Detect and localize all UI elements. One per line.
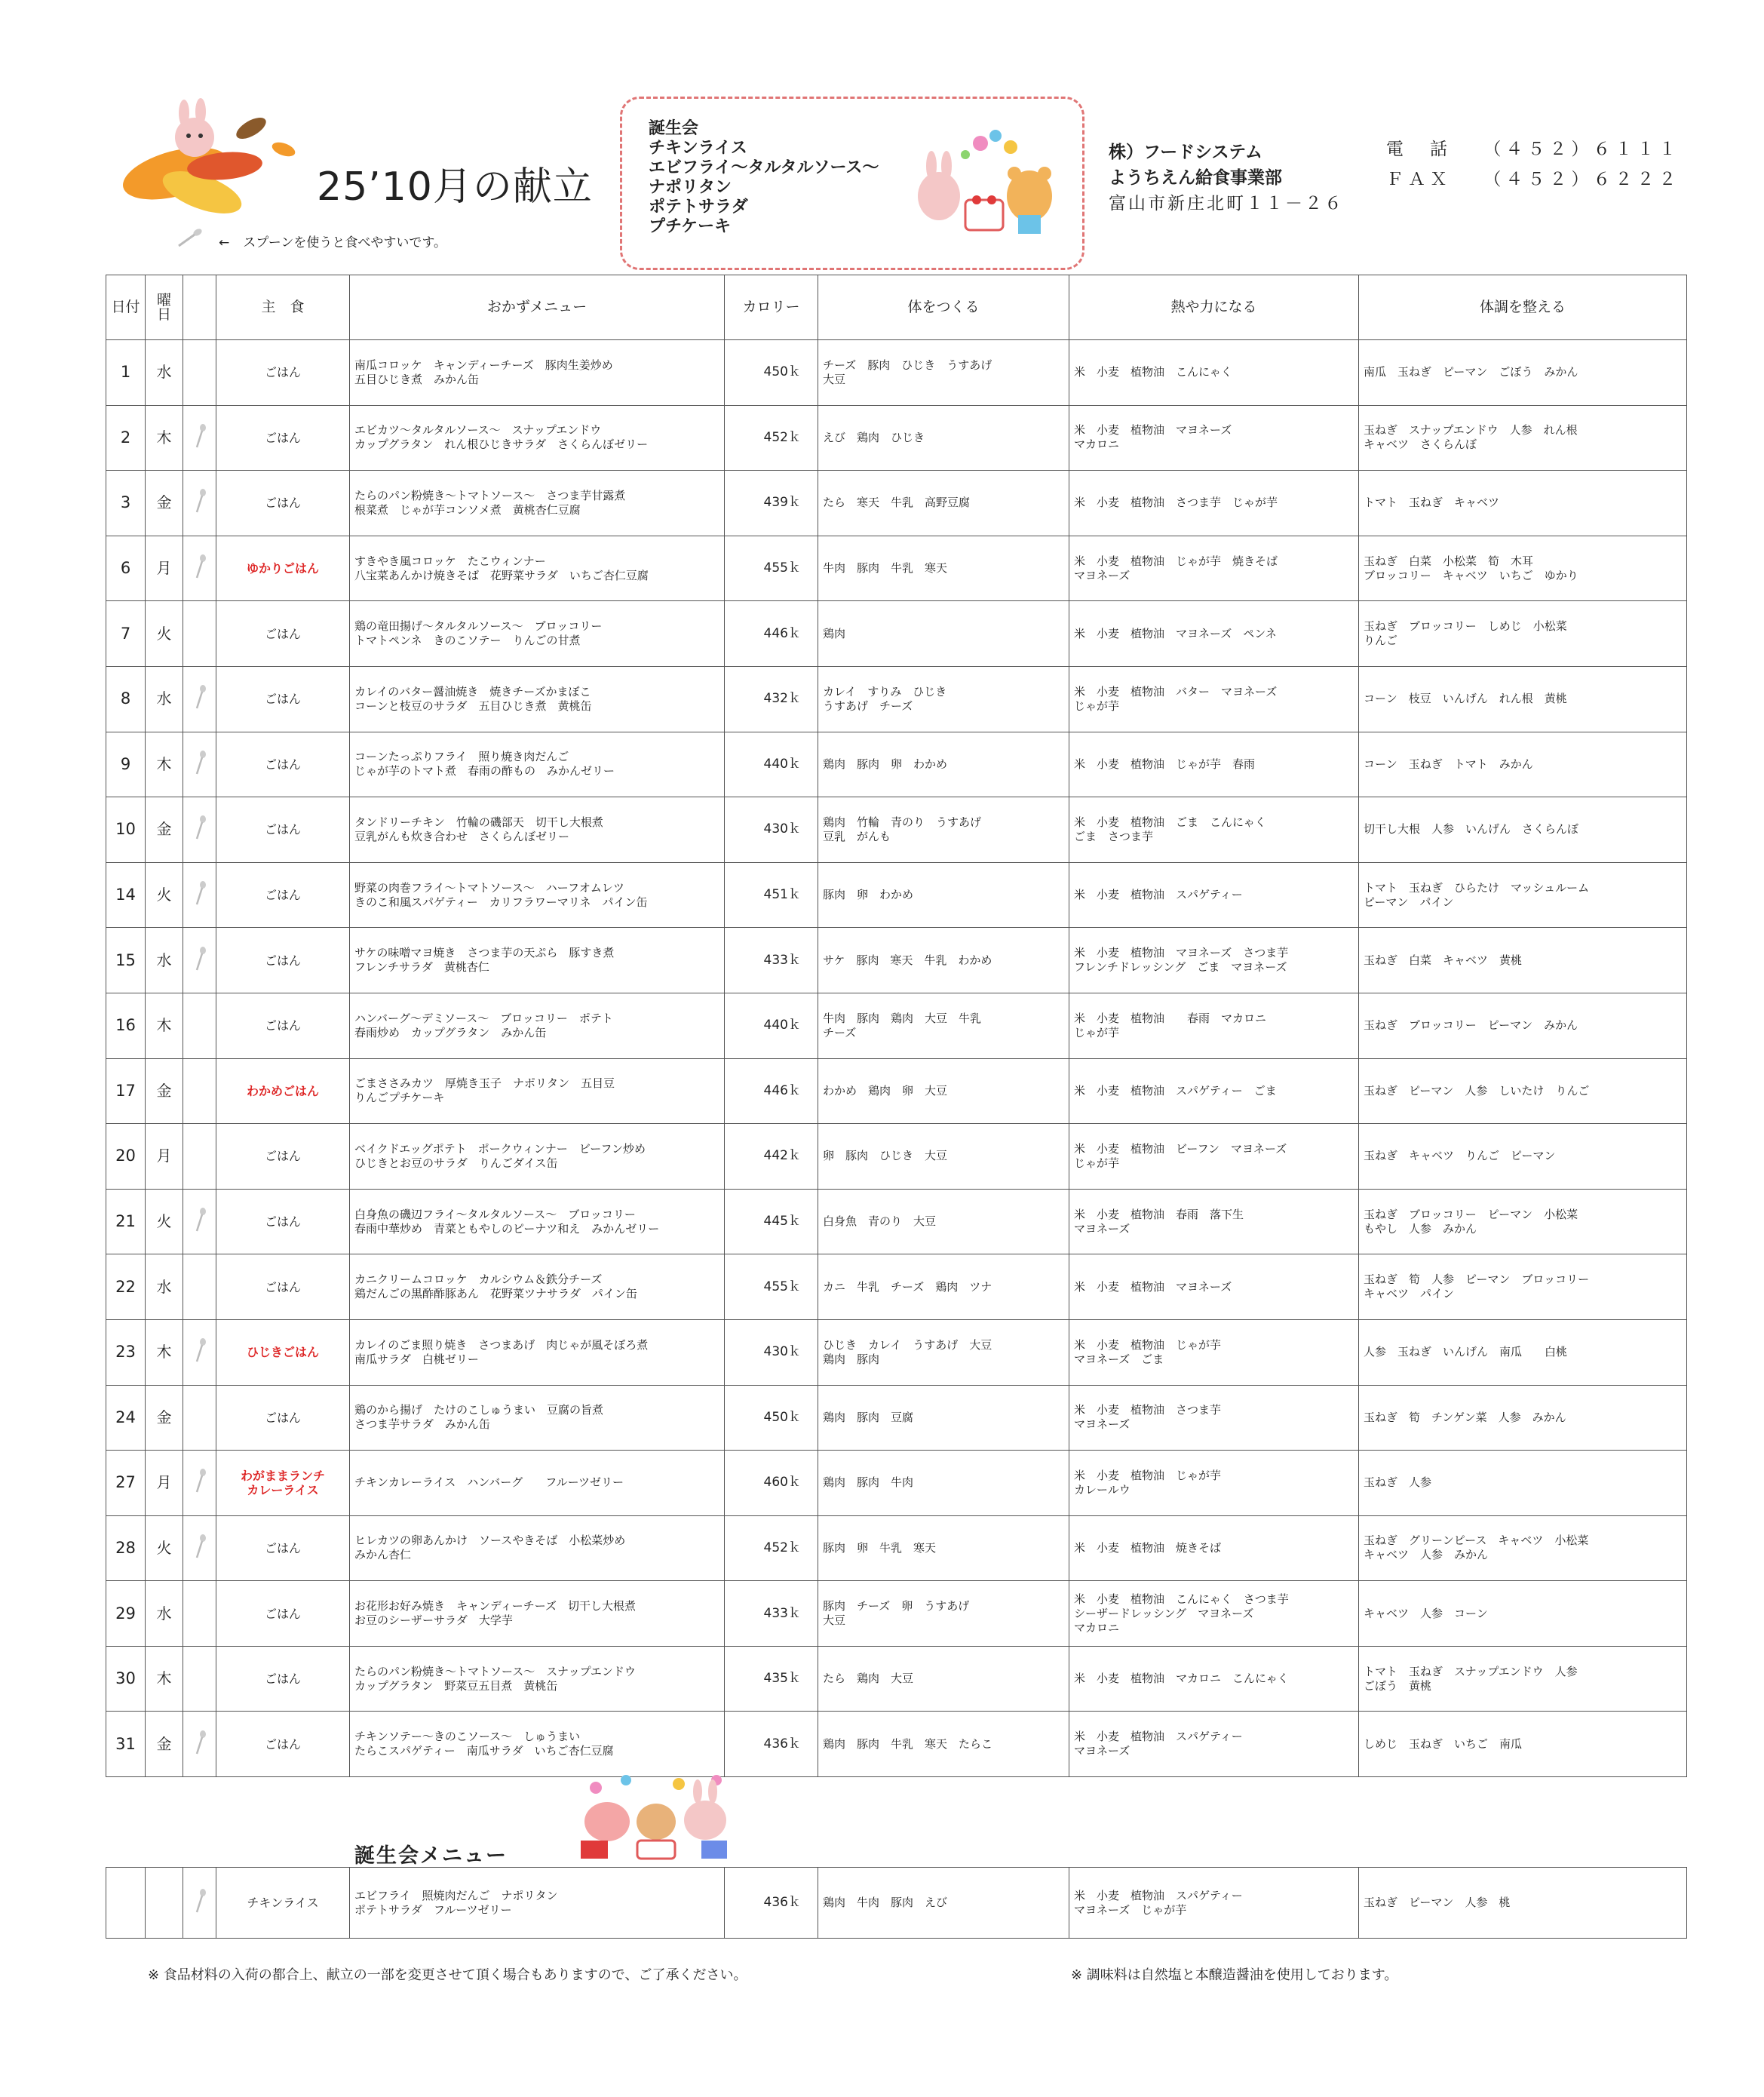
energy-cell: 米 小麦 植物油 焼きそば	[1069, 1515, 1359, 1581]
table-row	[106, 1189, 1687, 1254]
table-row	[106, 666, 1687, 732]
body-building-cell: わかめ 鶏肉 卵 大豆	[818, 1058, 1069, 1124]
body-building-cell: 豚肉 卵 わかめ	[818, 862, 1069, 928]
body-building-cell: カニ 牛乳 チーズ 鶏肉 ツナ	[818, 1254, 1069, 1320]
spoon-cell	[183, 1646, 216, 1712]
fax-label: ＦＡＸ	[1386, 170, 1452, 189]
energy-cell: 米 小麦 植物油 じゃが芋 カレールウ	[1069, 1451, 1359, 1516]
header-staple: 主 食	[216, 275, 350, 340]
calorie-cell: 430ｋ	[725, 1319, 818, 1385]
energy-cell: 米 小麦 植物油 じゃが芋 焼きそば マヨネーズ	[1069, 536, 1359, 601]
body-building-cell: サケ 豚肉 寒天 牛乳 わかめ	[818, 928, 1069, 993]
spoon-icon	[192, 423, 207, 449]
birthday-weekday-cell	[146, 1868, 183, 1939]
conditioning-cell: 玉ねぎ グリーンピース キャベツ 小松菜 キャベツ 人参 みかん	[1359, 1515, 1687, 1581]
table-row	[106, 928, 1687, 993]
conditioning-cell: 玉ねぎ 白菜 小松菜 筍 木耳 ブロッコリー キャベツ いちご ゆかり	[1359, 536, 1687, 601]
staple-cell: わがままランチ カレーライス	[216, 1451, 350, 1516]
energy-cell: 米 小麦 植物油 こんにゃく	[1069, 340, 1359, 406]
table-row	[106, 405, 1687, 471]
calorie-cell: 452ｋ	[725, 405, 818, 471]
okazu-cell: 野菜の肉巻フライ～トマトソース～ ハーフオムレツ きのこ和風スパゲティー カリフラワーマリネ パイン缶	[350, 862, 725, 928]
spoon-note-text: スプーンを使うと食べやすいです。	[243, 235, 447, 250]
body-building-cell: 鶏肉 豚肉 牛肉	[818, 1451, 1069, 1516]
birthday-body-building: 鶏肉 牛肉 豚肉 えび	[818, 1868, 1069, 1939]
leaves-rabbit-illustration	[112, 91, 308, 219]
birthday-item: プチケーキ	[649, 217, 732, 236]
company-info	[1109, 140, 1344, 216]
weekday-cell: 水	[146, 1581, 183, 1647]
okazu-cell: ごまささみカツ 厚焼き玉子 ナポリタン 五目豆 りんごプチケーキ	[350, 1058, 725, 1124]
spoon-icon	[192, 684, 207, 710]
header-spoon	[183, 275, 216, 340]
header-energy: 熱や力になる	[1069, 275, 1359, 340]
calorie-cell: 446ｋ	[725, 601, 818, 667]
spoon-cell	[183, 1515, 216, 1581]
energy-cell: 米 小麦 植物油 さつま芋 マヨネーズ	[1069, 1385, 1359, 1451]
date-cell: 31	[106, 1712, 146, 1777]
table-header-row	[106, 275, 1687, 340]
spoon-cell	[183, 536, 216, 601]
spoon-icon	[192, 1730, 207, 1755]
conditioning-cell: キャベツ 人参 コーン	[1359, 1581, 1687, 1647]
date-cell: 6	[106, 536, 146, 601]
birthday-list	[649, 119, 879, 237]
calorie-cell: 432ｋ	[725, 666, 818, 732]
arrow-left-icon: ←	[219, 235, 230, 250]
company-name: 株）フードシステム	[1109, 143, 1263, 162]
staple-cell: ごはん	[216, 666, 350, 732]
conditioning-cell: トマト 玉ねぎ ひらたけ マッシュルーム ピーマン パイン	[1359, 862, 1687, 928]
body-building-cell: 鶏肉 豚肉 牛乳 寒天 たらこ	[818, 1712, 1069, 1777]
table-row	[106, 797, 1687, 863]
spoon-icon	[192, 1888, 207, 1914]
spoon-icon	[175, 226, 205, 249]
body-building-cell: 豚肉 チーズ 卵 うすあげ 大豆	[818, 1581, 1069, 1647]
conditioning-cell: 玉ねぎ スナップエンドウ 人参 れん根 キャベツ さくらんぼ	[1359, 405, 1687, 471]
conditioning-cell: 玉ねぎ ピーマン 人参 しいたけ りんご	[1359, 1058, 1687, 1124]
spoon-cell	[183, 340, 216, 406]
calorie-cell: 433ｋ	[725, 1581, 818, 1647]
staple-cell: ごはん	[216, 928, 350, 993]
spoon-cell	[183, 1319, 216, 1385]
table-row	[106, 1712, 1687, 1777]
energy-cell: 米 小麦 植物油 スパゲティー マヨネーズ	[1069, 1712, 1359, 1777]
staple-cell: ごはん	[216, 601, 350, 667]
body-building-cell: えび 鶏肉 ひじき	[818, 405, 1069, 471]
date-cell: 10	[106, 797, 146, 863]
spoon-note	[219, 232, 446, 250]
weekday-cell: 月	[146, 1451, 183, 1516]
spoon-cell	[183, 1058, 216, 1124]
body-building-cell: 鶏肉 豚肉 豆腐	[818, 1385, 1069, 1451]
okazu-cell: エビカツ～タルタルソース～ スナップエンドウ カップグラタン れん根ひじきサラダ さくらんぼゼリー	[350, 405, 725, 471]
calorie-cell: 440ｋ	[725, 993, 818, 1058]
calorie-cell: 452ｋ	[725, 1515, 818, 1581]
menu-table	[106, 275, 1687, 1777]
date-cell: 24	[106, 1385, 146, 1451]
staple-cell: ごはん	[216, 1189, 350, 1254]
okazu-cell: チキンカレーライス ハンバーグ フルーツゼリー	[350, 1451, 725, 1516]
date-cell: 2	[106, 405, 146, 471]
staple-cell: ごはん	[216, 1712, 350, 1777]
okazu-cell: 鶏の竜田揚げ～タルタルソース～ ブロッコリー トマトペンネ きのこソテー りんごの甘煮	[350, 601, 725, 667]
birthday-calorie: 436ｋ	[725, 1868, 818, 1939]
tel-label: 電 話	[1386, 140, 1452, 159]
conditioning-cell: 玉ねぎ ブロッコリー ピーマン 小松菜 もやし 人参 みかん	[1359, 1189, 1687, 1254]
staple-cell: ごはん	[216, 1581, 350, 1647]
staple-cell: ごはん	[216, 1254, 350, 1320]
weekday-cell: 金	[146, 1058, 183, 1124]
calorie-cell: 440ｋ	[725, 732, 818, 797]
weekday-cell: 火	[146, 1515, 183, 1581]
conditioning-cell: 玉ねぎ 白菜 キャベツ 黄桃	[1359, 928, 1687, 993]
birthday-item: チキンライス	[649, 139, 747, 158]
okazu-cell: チキンソテー～きのこソース～ しゅうまい たらこスパゲティー 南瓜サラダ いちご杏仁豆腐	[350, 1712, 725, 1777]
spoon-cell	[183, 1124, 216, 1190]
spoon-cell	[183, 601, 216, 667]
calorie-cell: 450ｋ	[725, 1385, 818, 1451]
date-cell: 17	[106, 1058, 146, 1124]
conditioning-cell: 玉ねぎ 筍 人参 ピーマン ブロッコリー キャベツ パイン	[1359, 1254, 1687, 1320]
okazu-cell: たらのパン粉焼き～トマトソース～ スナップエンドウ カップグラタン 野菜豆五目煮 黄桃缶	[350, 1646, 725, 1712]
spoon-cell	[183, 1712, 216, 1777]
footnote-ingredients: ※ 食品材料の入荷の都合上、献立の一部を変更させて頂く場合もありますので、ご了承ください。	[148, 1967, 747, 1983]
calorie-cell: 442ｋ	[725, 1124, 818, 1190]
okazu-cell: サケの味噌マヨ焼き さつま芋の天ぷら 豚すき煮 フレンチサラダ 黄桃杏仁	[350, 928, 725, 993]
birthday-spoon-cell	[183, 1868, 216, 1939]
contact-info	[1386, 134, 1680, 195]
spoon-cell	[183, 471, 216, 536]
date-cell: 27	[106, 1451, 146, 1516]
okazu-cell: ヒレカツの卵あんかけ ソースやきそば 小松菜炒め みかん杏仁	[350, 1515, 725, 1581]
conditioning-cell: コーン 枝豆 いんげん れん根 黄桃	[1359, 666, 1687, 732]
footnote-seasoning: ※ 調味料は自然塩と本醸造醤油を使用しております。	[1071, 1967, 1398, 1983]
birthday-party-illustration	[905, 124, 1063, 245]
energy-cell: 米 小麦 植物油 ごま こんにゃく ごま さつま芋	[1069, 797, 1359, 863]
date-cell: 8	[106, 666, 146, 732]
conditioning-cell: 玉ねぎ 筍 チンゲン菜 人参 みかん	[1359, 1385, 1687, 1451]
table-row	[106, 1124, 1687, 1190]
energy-cell: 米 小麦 植物油 マヨネーズ ペンネ	[1069, 601, 1359, 667]
table-row	[106, 1646, 1687, 1712]
conditioning-cell: 南瓜 玉ねぎ ピーマン ごぼう みかん	[1359, 340, 1687, 406]
header-calorie: カロリー	[725, 275, 818, 340]
date-cell: 7	[106, 601, 146, 667]
conditioning-cell: 玉ねぎ キャベツ りんご ピーマン	[1359, 1124, 1687, 1190]
energy-cell: 米 小麦 植物油 こんにゃく さつま芋 シーザードレッシング マヨネーズ マカロニ	[1069, 1581, 1359, 1647]
body-building-cell: たら 鶏肉 大豆	[818, 1646, 1069, 1712]
birthday-energy: 米 小麦 植物油 スパゲティー マヨネーズ じゃが芋	[1069, 1868, 1359, 1939]
calorie-cell: 445ｋ	[725, 1189, 818, 1254]
body-building-cell: 鶏肉	[818, 601, 1069, 667]
energy-cell: 米 小麦 植物油 春雨 マカロニ じゃが芋	[1069, 993, 1359, 1058]
body-building-cell: たら 寒天 牛乳 高野豆腐	[818, 471, 1069, 536]
spoon-cell	[183, 1385, 216, 1451]
table-row	[106, 1451, 1687, 1516]
date-cell: 15	[106, 928, 146, 993]
header-conditioning: 体調を整える	[1359, 275, 1687, 340]
body-building-cell: カレイ すりみ ひじき うすあげ チーズ	[818, 666, 1069, 732]
table-row	[106, 1515, 1687, 1581]
conditioning-cell: 切干し大根 人参 いんげん さくらんぼ	[1359, 797, 1687, 863]
weekday-cell: 水	[146, 666, 183, 732]
weekday-cell: 木	[146, 1319, 183, 1385]
spoon-icon	[192, 1534, 207, 1559]
weekday-cell: 月	[146, 536, 183, 601]
birthday-menu-row	[106, 1868, 1687, 1939]
table-row	[106, 536, 1687, 601]
spoon-icon	[192, 1468, 207, 1494]
weekday-cell: 木	[146, 993, 183, 1058]
date-cell: 21	[106, 1189, 146, 1254]
page-title: 25’10月の献立	[317, 164, 593, 210]
menu-table-body	[106, 340, 1687, 1777]
birthday-item: ポテトサラダ	[649, 198, 748, 216]
calorie-cell: 446ｋ	[725, 1058, 818, 1124]
okazu-cell: 南瓜コロッケ キャンディーチーズ 豚肉生姜炒め 五目ひじき煮 みかん缶	[350, 340, 725, 406]
conditioning-cell: 人参 玉ねぎ いんげん 南瓜 白桃	[1359, 1319, 1687, 1385]
okazu-cell: 鶏のから揚げ たけのこしゅうまい 豆腐の旨煮 さつま芋サラダ みかん缶	[350, 1385, 725, 1451]
date-cell: 22	[106, 1254, 146, 1320]
birthday-date-cell	[106, 1868, 146, 1939]
spoon-cell	[183, 928, 216, 993]
table-row	[106, 1254, 1687, 1320]
spoon-icon	[192, 488, 207, 514]
birthday-okazu: エビフライ 照焼肉だんご ナポリタン ポテトサラダ フルーツゼリー	[350, 1868, 725, 1939]
table-row	[106, 471, 1687, 536]
spoon-cell	[183, 1254, 216, 1320]
okazu-cell: お花形お好み焼き キャンディーチーズ 切干し大根煮 お豆のシーザーサラダ 大学芋	[350, 1581, 725, 1647]
conditioning-cell: トマト 玉ねぎ キャベツ	[1359, 471, 1687, 536]
table-row	[106, 993, 1687, 1058]
table-row	[106, 1581, 1687, 1647]
energy-cell: 米 小麦 植物油 さつま芋 じゃが芋	[1069, 471, 1359, 536]
birthday-menu-label: 誕生会メニュー	[354, 1844, 508, 1868]
header-okazu: おかずメニュー	[350, 275, 725, 340]
date-cell: 14	[106, 862, 146, 928]
body-building-cell: 鶏肉 豚肉 卵 わかめ	[818, 732, 1069, 797]
energy-cell: 米 小麦 植物油 春雨 落下生 マヨネーズ	[1069, 1189, 1359, 1254]
weekday-cell: 金	[146, 1712, 183, 1777]
weekday-cell: 火	[146, 862, 183, 928]
birthday-item: エビフライ～タルタルソース～	[649, 158, 879, 177]
date-cell: 20	[106, 1124, 146, 1190]
staple-cell: わかめごはん	[216, 1058, 350, 1124]
weekday-cell: 金	[146, 471, 183, 536]
spoon-icon	[192, 750, 207, 775]
body-building-cell: 卵 豚肉 ひじき 大豆	[818, 1124, 1069, 1190]
energy-cell: 米 小麦 植物油 じゃが芋 春雨	[1069, 732, 1359, 797]
date-cell: 30	[106, 1646, 146, 1712]
body-building-cell: チーズ 豚肉 ひじき うすあげ 大豆	[818, 340, 1069, 406]
spoon-icon	[192, 815, 207, 840]
spoon-cell	[183, 797, 216, 863]
tel-number: （４５２）６１１１	[1483, 140, 1681, 159]
calorie-cell: 451ｋ	[725, 862, 818, 928]
date-cell: 9	[106, 732, 146, 797]
fax-number: （４５２）６２２２	[1483, 170, 1681, 189]
staple-cell: ひじきごはん	[216, 1319, 350, 1385]
company-dept: ようちえん給食事業部	[1109, 168, 1282, 188]
weekday-cell: 水	[146, 340, 183, 406]
calorie-cell: 455ｋ	[725, 536, 818, 601]
weekday-cell: 月	[146, 1124, 183, 1190]
calorie-cell: 455ｋ	[725, 1254, 818, 1320]
date-cell: 1	[106, 340, 146, 406]
calorie-cell: 436ｋ	[725, 1712, 818, 1777]
body-building-cell: 鶏肉 竹輪 青のり うすあげ 豆乳 がんも	[818, 797, 1069, 863]
staple-cell: ごはん	[216, 1646, 350, 1712]
staple-cell: ゆかりごはん	[216, 536, 350, 601]
calorie-cell: 430ｋ	[725, 797, 818, 863]
table-row	[106, 601, 1687, 667]
okazu-cell: タンドリーチキン 竹輪の磯部天 切干し大根煮 豆乳がんも炊き合わせ さくらんぼゼリー	[350, 797, 725, 863]
spoon-cell	[183, 1451, 216, 1516]
spoon-cell	[183, 405, 216, 471]
okazu-cell: すきやき風コロッケ たこウィンナー 八宝菜あんかけ焼きそば 花野菜サラダ いちご杏仁豆腐	[350, 536, 725, 601]
weekday-cell: 水	[146, 1254, 183, 1320]
conditioning-cell: トマト 玉ねぎ スナップエンドウ 人参 ごぼう 黄桃	[1359, 1646, 1687, 1712]
weekday-cell: 火	[146, 1189, 183, 1254]
birthday-menu-table	[106, 1867, 1687, 1939]
weekday-cell: 金	[146, 1385, 183, 1451]
conditioning-cell: 玉ねぎ 人参	[1359, 1451, 1687, 1516]
spoon-cell	[183, 1581, 216, 1647]
spoon-icon	[192, 946, 207, 972]
spoon-icon	[192, 1207, 207, 1233]
staple-cell: ごはん	[216, 797, 350, 863]
spoon-cell	[183, 862, 216, 928]
okazu-cell: ハンバーグ～デミソース～ ブロッコリー ポテト 春雨炒め カップグラタン みかん缶	[350, 993, 725, 1058]
spoon-cell	[183, 666, 216, 732]
table-row	[106, 862, 1687, 928]
staple-cell: ごはん	[216, 1515, 350, 1581]
calorie-cell: 460ｋ	[725, 1451, 818, 1516]
staple-cell: ごはん	[216, 732, 350, 797]
okazu-cell: カレイのバター醤油焼き 焼きチーズかまぼこ コーンと枝豆のサラダ 五目ひじき煮 黄桃缶	[350, 666, 725, 732]
weekday-cell: 金	[146, 797, 183, 863]
staple-cell: ごはん	[216, 1124, 350, 1190]
body-building-cell: 豚肉 卵 牛乳 寒天	[818, 1515, 1069, 1581]
birthday-staple: チキンライス	[216, 1868, 350, 1939]
spoon-cell	[183, 993, 216, 1058]
okazu-cell: ベイクドエッグポテト ポークウィンナー ビーフン炒め ひじきとお豆のサラダ りんごダイス缶	[350, 1124, 725, 1190]
calorie-cell: 433ｋ	[725, 928, 818, 993]
table-row	[106, 1058, 1687, 1124]
energy-cell: 米 小麦 植物油 マカロニ こんにゃく	[1069, 1646, 1359, 1712]
weekday-cell: 木	[146, 732, 183, 797]
table-row	[106, 1385, 1687, 1451]
energy-cell: 米 小麦 植物油 マヨネーズ さつま芋 フレンチドレッシング ごま マヨネーズ	[1069, 928, 1359, 993]
okazu-cell: カレイのごま照り焼き さつまあげ 肉じゃが風そぼろ煮 南瓜サラダ 白桃ゼリー	[350, 1319, 725, 1385]
date-cell: 3	[106, 471, 146, 536]
conditioning-cell: 玉ねぎ ブロッコリー しめじ 小松菜 りんご	[1359, 601, 1687, 667]
birthday-animals-illustration	[566, 1769, 747, 1863]
conditioning-cell: しめじ 玉ねぎ いちご 南瓜	[1359, 1712, 1687, 1777]
company-address: 富山市新庄北町１１－２６	[1109, 194, 1344, 213]
energy-cell: 米 小麦 植物油 スパゲティー ごま	[1069, 1058, 1359, 1124]
spoon-icon	[192, 554, 207, 579]
body-building-cell: 白身魚 青のり 大豆	[818, 1189, 1069, 1254]
okazu-cell: コーンたっぷりフライ 照り焼き肉だんご じゃが芋のトマト煮 春雨の酢もの みかんゼリー	[350, 732, 725, 797]
staple-cell: ごはん	[216, 993, 350, 1058]
conditioning-cell: 玉ねぎ ブロッコリー ピーマン みかん	[1359, 993, 1687, 1058]
calorie-cell: 439ｋ	[725, 471, 818, 536]
spoon-icon	[192, 880, 207, 906]
spoon-icon	[192, 1337, 207, 1363]
staple-cell: ごはん	[216, 862, 350, 928]
birthday-heading: 誕生会	[649, 119, 699, 138]
date-cell: 28	[106, 1515, 146, 1581]
okazu-cell: カニクリームコロッケ カルシウム＆鉄分チーズ 鶏だんごの黒酢酢豚あん 花野菜ツナサラダ パイン缶	[350, 1254, 725, 1320]
date-cell: 29	[106, 1581, 146, 1647]
body-building-cell: ひじき カレイ うすあげ 大豆 鶏肉 豚肉	[818, 1319, 1069, 1385]
spoon-cell	[183, 732, 216, 797]
weekday-cell: 水	[146, 928, 183, 993]
date-cell: 16	[106, 993, 146, 1058]
staple-cell: ごはん	[216, 405, 350, 471]
birthday-item: ナポリタン	[649, 178, 732, 197]
energy-cell: 米 小麦 植物油 マヨネーズ	[1069, 1254, 1359, 1320]
energy-cell: 米 小麦 植物油 マヨネーズ マカロニ	[1069, 405, 1359, 471]
calorie-cell: 450ｋ	[725, 340, 818, 406]
energy-cell: 米 小麦 植物油 ビーフン マヨネーズ じゃが芋	[1069, 1124, 1359, 1190]
spoon-cell	[183, 1189, 216, 1254]
staple-cell: ごはん	[216, 1385, 350, 1451]
table-row	[106, 732, 1687, 797]
okazu-cell: たらのパン粉焼き～トマトソース～ さつま芋甘露煮 根菜煮 じゃが芋コンソメ煮 黄桃杏仁豆腐	[350, 471, 725, 536]
weekday-cell: 木	[146, 1646, 183, 1712]
staple-cell: ごはん	[216, 340, 350, 406]
weekday-cell: 火	[146, 601, 183, 667]
date-cell: 23	[106, 1319, 146, 1385]
staple-cell: ごはん	[216, 471, 350, 536]
header-date: 日付	[106, 275, 146, 340]
table-row	[106, 1319, 1687, 1385]
energy-cell: 米 小麦 植物油 スパゲティー	[1069, 862, 1359, 928]
calorie-cell: 435ｋ	[725, 1646, 818, 1712]
okazu-cell: 白身魚の磯辺フライ～タルタルソース～ ブロッコリー 春雨中華炒め 青菜ともやしのピーナツ和え みかんゼリー	[350, 1189, 725, 1254]
header-body-building: 体をつくる	[818, 275, 1069, 340]
weekday-cell: 木	[146, 405, 183, 471]
header-weekday: 曜日	[146, 275, 183, 340]
body-building-cell: 牛肉 豚肉 鶏肉 大豆 牛乳 チーズ	[818, 993, 1069, 1058]
table-row	[106, 340, 1687, 406]
birthday-conditioning: 玉ねぎ ピーマン 人参 桃	[1359, 1868, 1687, 1939]
energy-cell: 米 小麦 植物油 バター マヨネーズ じゃが芋	[1069, 666, 1359, 732]
energy-cell: 米 小麦 植物油 じゃが芋 マヨネーズ ごま	[1069, 1319, 1359, 1385]
conditioning-cell: コーン 玉ねぎ トマト みかん	[1359, 732, 1687, 797]
body-building-cell: 牛肉 豚肉 牛乳 寒天	[818, 536, 1069, 601]
